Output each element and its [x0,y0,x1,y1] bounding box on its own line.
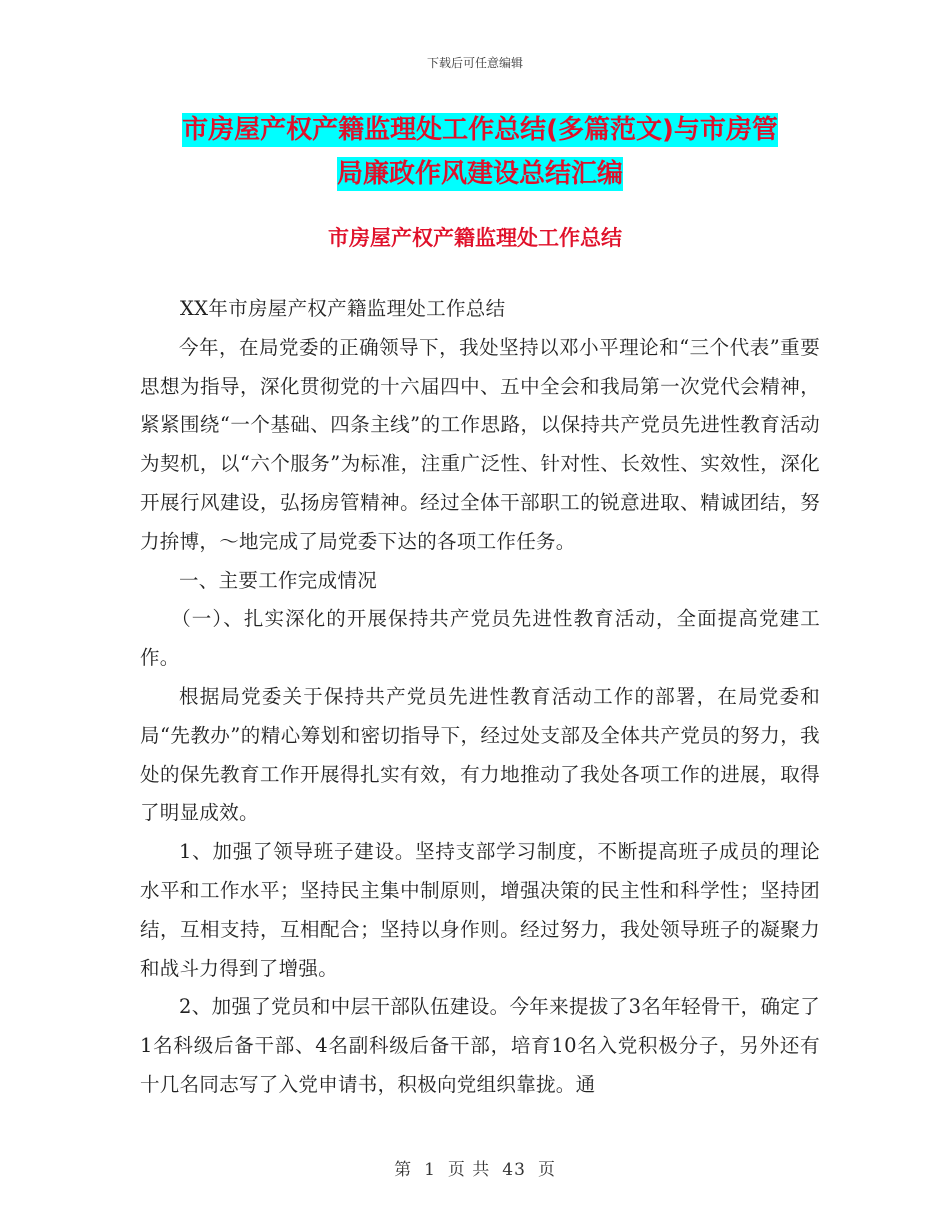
document-body [140,290,820,1105]
subsection-heading: （一）、扎实深化的开展保持共产党员先进性教育活动，全面提高党建工作。 [140,607,820,670]
body-paragraph: 根据局党委关于保持共产党员先进性教育活动工作的部署，在局党委和局“先教办”的精心筹划和密切指导下，经过处支部及全体共产党员的努力，我处的保先教育工作开展得扎实有效，有力地推动了我处各项工作的进展，取得了明显成效。 [140,684,820,825]
page-number: 1 [424,1160,436,1180]
document-title-line-1: 市房屋产权产籍监理处工作总结(多篇范文)与市房管 [182,115,778,145]
section-title: 市房屋产权产籍监理处工作总结 [328,226,622,250]
body-paragraph: 今年，在局党委的正确领导下，我处坚持以邓小平理论和“三个代表”重要思想为指导，深化贯彻党的十六届四中、五中全会和我局第一次党代会精神，紧紧围绕“一个基础、四条主线”的工作思路，以保持共产党员先进性教育活动为契机，以“六个服务”为标准，注重广泛性、针对性、长效性、实效性，深化开展行风建设，弘扬房管精神。经过全体干部职工的锐意进取、精诚团结，努力拚博，～地完成了局党委下达的各项工作任务。 [140,335,820,553]
footer-suffix: 页 [537,1160,556,1180]
body-paragraph: 1、加强了领导班子建设。坚持支部学习制度，不断提高班子成员的理论水平和工作水平；坚持民主集中制原则，增强决策的民主性和科学性；坚持团结，互相支持，互相配合；坚持以身作则。经过努力，我处领导班子的凝聚力和战斗力得到了增强。 [140,840,820,980]
header-note: 下载后可任意编辑 [426,56,523,70]
page-footer [0,1155,950,1180]
doc-name-line: XX年市房屋产权产籍监理处工作总结 [180,297,506,320]
footer-prefix: 第 [394,1160,413,1180]
section-heading: 一、主要工作完成情况 [179,568,378,592]
document-title [140,108,820,196]
body-paragraph: 2、加强了党员和中层干部队伍建设。今年来提拔了3名年轻骨干，确定了1名科级后备干部、4名副科级后备干部，培育10名入党积极分子，另外还有十几名同志写了入党申请书，积极向党组织靠拢。通 [140,995,820,1096]
page-total: 43 [502,1160,526,1180]
document-title-line-2: 局廉政作风建设总结汇编 [336,159,623,189]
footer-middle: 页 共 [447,1160,491,1180]
